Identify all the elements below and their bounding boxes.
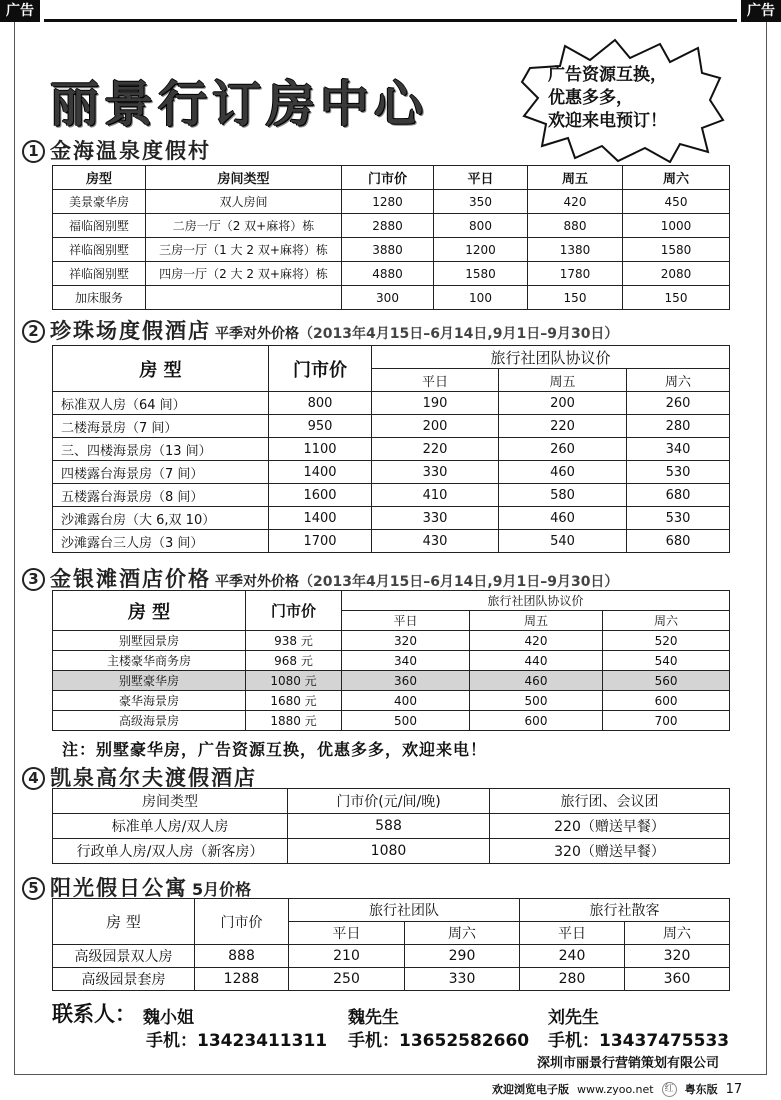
price-cell: 330 [372, 507, 499, 530]
price-cell: 210 [289, 945, 405, 968]
price-cell: 1200 [434, 238, 528, 262]
price-cell: 340 [627, 438, 730, 461]
table-row [53, 262, 730, 286]
price-cell: 680 [627, 530, 730, 553]
section-number: 5 [22, 877, 45, 900]
section-title: 金银滩酒店价格 [50, 567, 211, 591]
table-row-highlighted [53, 671, 730, 691]
promo-line: 优惠多多， [548, 88, 633, 108]
page-number: 17 [725, 1081, 743, 1097]
room-cell: 三、四楼海景房（13 间） [53, 438, 269, 461]
table-row [53, 530, 730, 553]
price-cell: 1288 [195, 968, 289, 991]
table-row [53, 286, 730, 310]
room-cell: 沙滩露台房（大 6,双 10） [53, 507, 269, 530]
price-cell: 460 [499, 507, 627, 530]
price-cell: 1680 元 [246, 691, 342, 711]
price-cell: 100 [434, 286, 528, 310]
page-footer [492, 1081, 742, 1097]
golden-beach-price-table [52, 590, 730, 731]
type-cell: 三房一厅（1 大 2 双+麻将）栋 [146, 238, 342, 262]
type-cell: 四房一厅（2 大 2 双+麻将）栋 [146, 262, 342, 286]
table-header-row [53, 591, 730, 611]
header-cell: 平日 [434, 166, 528, 190]
table-row [53, 392, 730, 415]
price-cell: 190 [372, 392, 499, 415]
room-cell: 行政单人房/双人房（新客房） [53, 839, 288, 864]
section-subtitle: 平季对外价格 [215, 326, 299, 342]
price-cell: 260 [499, 438, 627, 461]
ad-tag-left: 广告 [0, 0, 40, 22]
promo-line: 广告资源互换， [548, 65, 667, 85]
room-cell: 加床服务 [53, 286, 146, 310]
room-cell: 祥临阁别墅 [53, 262, 146, 286]
price-cell: 968 元 [246, 651, 342, 671]
room-cell: 美景豪华房 [53, 190, 146, 214]
header-cell: 房型 [53, 166, 146, 190]
price-cell: 340 [342, 651, 470, 671]
price-cell: 330 [372, 461, 499, 484]
table-row [53, 507, 730, 530]
promo-text [548, 64, 718, 133]
price-cell: 290 [405, 945, 520, 968]
page-title: 丽景行订房中心 [50, 76, 429, 133]
table-row [53, 214, 730, 238]
room-cell: 别墅园景房 [53, 631, 246, 651]
price-cell: 400 [342, 691, 470, 711]
table-row [53, 238, 730, 262]
price-cell: 938 元 [246, 631, 342, 651]
header-cell: 房间类型 [146, 166, 342, 190]
table-row [53, 839, 730, 864]
section-subtitle: 5月价格 [192, 880, 252, 899]
price-cell: 150 [528, 286, 623, 310]
price-cell: 700 [603, 711, 730, 731]
price-cell: 420 [528, 190, 623, 214]
price-cell: 460 [470, 671, 603, 691]
price-cell: 200 [372, 415, 499, 438]
golf-hotel-price-table [52, 788, 730, 864]
price-cell: 2080 [623, 262, 730, 286]
price-cell: 1880 元 [246, 711, 342, 731]
price-cell: 500 [470, 691, 603, 711]
price-cell: 2880 [342, 214, 434, 238]
price-cell: 280 [627, 415, 730, 438]
price-cell: 1080 [288, 839, 490, 864]
price-cell: 1580 [623, 238, 730, 262]
price-cell: 220（赠送早餐） [490, 814, 730, 839]
contact-name: 魏小姐 [143, 1008, 194, 1028]
header-cell: 旅行团、会议团 [490, 789, 730, 814]
header-cell: 周六 [627, 369, 730, 392]
contact-name: 魏先生 [348, 1008, 399, 1028]
header-cell: 旅行社团队协议价 [372, 346, 730, 369]
price-cell: 880 [528, 214, 623, 238]
brand-logo-icon: 红 [662, 1082, 677, 1097]
ad-tag-right: 广告 [741, 0, 781, 22]
section-number: 2 [22, 320, 45, 343]
contact-name: 刘先生 [548, 1008, 599, 1028]
price-cell: 4880 [342, 262, 434, 286]
price-cell: 460 [499, 461, 627, 484]
price-cell: 450 [623, 190, 730, 214]
price-cell: 200 [499, 392, 627, 415]
price-cell: 1380 [528, 238, 623, 262]
table-header-row [53, 346, 730, 369]
price-cell: 220 [499, 415, 627, 438]
price-cell: 600 [470, 711, 603, 731]
price-cell: 1280 [342, 190, 434, 214]
price-cell: 150 [623, 286, 730, 310]
table-row [53, 631, 730, 651]
price-cell: 1580 [434, 262, 528, 286]
company-name: 深圳市丽景行营销策划有限公司 [537, 1056, 720, 1071]
section-2-heading [22, 315, 618, 345]
header-cell: 周六 [625, 922, 730, 945]
price-cell: 600 [603, 691, 730, 711]
contact-phone: 手机：13652582660 [348, 1031, 530, 1051]
table-row [53, 691, 730, 711]
price-cell: 580 [499, 484, 627, 507]
price-cell: 1400 [269, 507, 372, 530]
table-row [53, 461, 730, 484]
section-3-heading [22, 563, 618, 593]
section-dates: （2013年4月15日–6月14日,9月1日–9月30日） [299, 326, 619, 342]
table-row [53, 484, 730, 507]
header-cell: 房 型 [53, 899, 195, 945]
price-cell: 220 [372, 438, 499, 461]
section-number: 3 [22, 568, 45, 591]
room-cell: 沙滩露台三人房（3 间） [53, 530, 269, 553]
room-cell: 四楼露台海景房（7 间） [53, 461, 269, 484]
pearl-hotel-price-table [52, 345, 730, 553]
price-cell: 440 [470, 651, 603, 671]
room-cell: 别墅豪华房 [53, 671, 246, 691]
header-cell: 周五 [499, 369, 627, 392]
header-cell: 门市价 [246, 591, 342, 631]
price-cell: 530 [627, 507, 730, 530]
price-cell: 360 [342, 671, 470, 691]
header-cell: 平日 [289, 922, 405, 945]
section-title: 珍珠场度假酒店 [50, 319, 211, 343]
room-cell: 标准单人房/双人房 [53, 814, 288, 839]
contact-phone: 手机：13437475533 [548, 1031, 730, 1051]
table-header-row [53, 166, 730, 190]
header-cell: 平日 [372, 369, 499, 392]
price-cell: 250 [289, 968, 405, 991]
table-row [53, 438, 730, 461]
room-cell: 高级园景套房 [53, 968, 195, 991]
price-cell: 530 [627, 461, 730, 484]
header-cell: 周六 [405, 922, 520, 945]
footer-text: 欢迎浏览电子版 [492, 1083, 569, 1096]
price-cell: 1700 [269, 530, 372, 553]
sunshine-apartment-price-table [52, 898, 730, 991]
contact-label: 联系人： [52, 1002, 136, 1026]
price-cell: 300 [342, 286, 434, 310]
room-cell: 祥临阁别墅 [53, 238, 146, 262]
price-cell: 520 [603, 631, 730, 651]
price-cell: 680 [627, 484, 730, 507]
price-cell: 540 [603, 651, 730, 671]
header-cell: 旅行社散客 [520, 899, 730, 922]
room-cell: 五楼露台海景房（8 间） [53, 484, 269, 507]
price-cell: 1780 [528, 262, 623, 286]
contact-phone: 手机：13423411311 [146, 1031, 328, 1051]
header-cell: 门市价(元/间/晚) [288, 789, 490, 814]
header-cell: 门市价 [269, 346, 372, 392]
type-cell: 双人房间 [146, 190, 342, 214]
header-cell: 门市价 [342, 166, 434, 190]
price-cell: 800 [434, 214, 528, 238]
price-cell: 1000 [623, 214, 730, 238]
price-cell: 360 [625, 968, 730, 991]
section-dates: （2013年4月15日–6月14日,9月1日–9月30日） [299, 574, 619, 590]
room-cell: 高级海景房 [53, 711, 246, 731]
price-cell: 1080 元 [246, 671, 342, 691]
price-cell: 888 [195, 945, 289, 968]
price-cell: 800 [269, 392, 372, 415]
price-cell: 320 [625, 945, 730, 968]
header-cell: 旅行社团队 [289, 899, 520, 922]
price-cell: 3880 [342, 238, 434, 262]
price-cell: 540 [499, 530, 627, 553]
header-cell: 周五 [528, 166, 623, 190]
price-cell: 500 [342, 711, 470, 731]
section-1-heading [22, 135, 211, 165]
price-cell: 350 [434, 190, 528, 214]
table-header-row [53, 789, 730, 814]
table-row [53, 814, 730, 839]
price-cell: 320（赠送早餐） [490, 839, 730, 864]
section-subtitle: 平季对外价格 [215, 574, 299, 590]
promo-note: 注：别墅豪华房，广告资源互换，优惠多多，欢迎来电！ [62, 740, 488, 759]
price-cell: 588 [288, 814, 490, 839]
table-row [53, 945, 730, 968]
header-cell: 房 型 [53, 591, 246, 631]
room-cell: 主楼豪华商务房 [53, 651, 246, 671]
section-number: 1 [22, 140, 45, 163]
header-cell: 平日 [520, 922, 625, 945]
header-cell: 房 型 [53, 346, 269, 392]
header-cell: 周五 [470, 611, 603, 631]
header-cell: 周六 [623, 166, 730, 190]
type-cell [146, 286, 342, 310]
section-number: 4 [22, 767, 45, 790]
price-cell: 430 [372, 530, 499, 553]
price-cell: 950 [269, 415, 372, 438]
price-cell: 420 [470, 631, 603, 651]
table-header-row [53, 899, 730, 922]
price-cell: 320 [342, 631, 470, 651]
room-cell: 二楼海景房（7 间） [53, 415, 269, 438]
table-row [53, 190, 730, 214]
room-cell: 福临阁别墅 [53, 214, 146, 238]
footer-edition: 粤东版 [684, 1083, 718, 1096]
room-cell: 标准双人房（64 间） [53, 392, 269, 415]
table-row [53, 711, 730, 731]
section-title: 阳光假日公寓 [50, 876, 188, 900]
table-row [53, 415, 730, 438]
price-cell: 330 [405, 968, 520, 991]
type-cell: 二房一厅（2 双+麻将）栋 [146, 214, 342, 238]
room-cell: 豪华海景房 [53, 691, 246, 711]
table-row [53, 968, 730, 991]
header-cell: 周六 [603, 611, 730, 631]
header-cell: 旅行社团队协议价 [342, 591, 730, 611]
footer-url[interactable]: www.zyoo.net [577, 1082, 654, 1096]
promo-line: 欢迎来电预订！ [548, 111, 667, 131]
price-cell: 1600 [269, 484, 372, 507]
price-cell: 560 [603, 671, 730, 691]
room-cell: 高级园景双人房 [53, 945, 195, 968]
price-cell: 1400 [269, 461, 372, 484]
resort-price-table [52, 165, 730, 310]
section-title: 凯泉高尔夫渡假酒店 [50, 766, 257, 790]
price-cell: 240 [520, 945, 625, 968]
price-cell: 1100 [269, 438, 372, 461]
price-cell: 410 [372, 484, 499, 507]
header-cell: 房间类型 [53, 789, 288, 814]
table-row [53, 651, 730, 671]
price-cell: 280 [520, 968, 625, 991]
header-cell: 门市价 [195, 899, 289, 945]
section-title: 金海温泉度假村 [50, 139, 211, 163]
header-cell: 平日 [342, 611, 470, 631]
price-cell: 260 [627, 392, 730, 415]
